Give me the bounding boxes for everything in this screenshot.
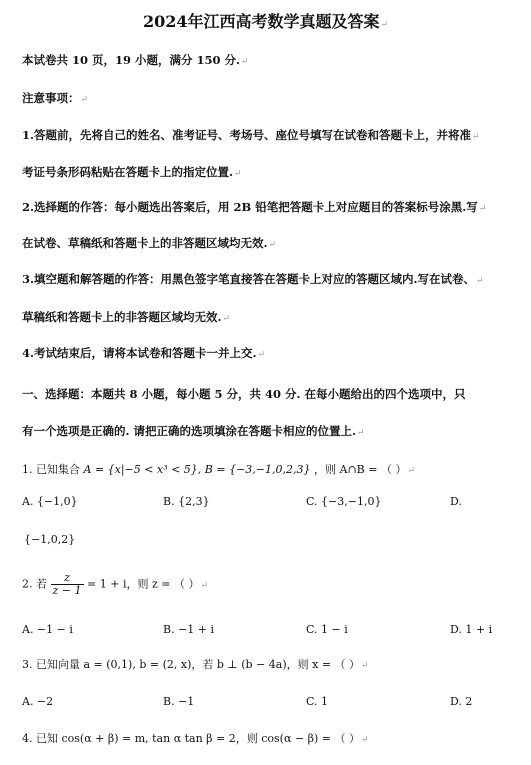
q2-option-a: A. −1 − i bbox=[22, 623, 73, 636]
q2-option-b: B. −1 + i bbox=[163, 623, 215, 636]
note-1b: 考证号条形码粘贴在答题卡上的指定位置.↵ bbox=[22, 165, 242, 179]
question-1: 1. 已知集合 A = {x|−5 < x³ < 5}, B = {−3,−1,0,2,3} ，则 A∩B = （ ）↵ bbox=[22, 463, 416, 476]
note-2b: 在试卷、草稿纸和答题卡上的非答题区域均无效.↵ bbox=[22, 236, 277, 250]
q1-option-d-value: {−1,0,2} bbox=[24, 533, 76, 546]
note-4: 4.考试结束后，请将本试卷和答题卡一并上交.↵ bbox=[22, 346, 266, 360]
q2-option-c: C. 1 − i bbox=[306, 623, 348, 636]
note-3b: 草稿纸和答题卡上的非答题区域均无效.↵ bbox=[22, 310, 231, 324]
q2-option-d: D. 1 + i bbox=[450, 623, 493, 636]
q2-fraction: $\frac{z}{z - 1}$ bbox=[52, 571, 82, 597]
q3-option-d: D. 2 bbox=[450, 695, 473, 708]
section1-line2: 有一个选项是正确的. 请把正确的选项填涂在答题卡相应的位置上.↵ bbox=[22, 424, 365, 438]
note-1a: 1.答题前，先将自己的姓名、准考证号、考场号、座位号填写在试卷和答题卡上，并将准↵ bbox=[22, 128, 480, 142]
notice-heading: 注意事项：↵ bbox=[22, 91, 89, 105]
q1-option-a: A. {−1,0} bbox=[22, 495, 78, 508]
note-2a: 2.选择题的作答：每小题选出答案后，用 2B 铅笔把答题卡上对应题目的答案标号涂黑.写↵ bbox=[22, 200, 487, 214]
intro-line: 本试卷共 10 页，19 小题，满分 150 分.↵ bbox=[22, 53, 249, 67]
question-3: 3. 已知向量 a = (0,1), b = (2, x)，若 b ⊥ (b − 4a)，则 x = （ ）↵ bbox=[22, 658, 369, 671]
section1-line1: 一、选择题：本题共 8 小题，每小题 5 分，共 40 分. 在每小题给出的四个选项中，只 bbox=[22, 387, 466, 401]
return-mark: ↵ bbox=[380, 20, 389, 30]
q1-option-c: C. {−3,−1,0} bbox=[306, 495, 382, 508]
question-4: 4. 已知 cos(α + β) = m, tan α tan β = 2，则 cos(α − β) = （ ）↵ bbox=[22, 732, 369, 745]
q1-option-d: D. bbox=[450, 495, 462, 508]
question-2: 2. 若 $\frac{z}{z - 1}$ = 1 + i，则 z = （ ）↵ bbox=[22, 571, 209, 597]
q1-option-b: B. {2,3} bbox=[163, 495, 210, 508]
note-3a: 3.填空题和解答题的作答：用黑色签字笔直接答在答题卡上对应的答题区域内.写在试卷、↵ bbox=[22, 272, 484, 286]
q3-option-a: A. −2 bbox=[22, 695, 54, 708]
q3-option-b: B. −1 bbox=[163, 695, 195, 708]
q3-option-c: C. 1 bbox=[306, 695, 329, 708]
page-title: 2024年江西高考数学真题及答案↵ bbox=[142, 12, 389, 31]
